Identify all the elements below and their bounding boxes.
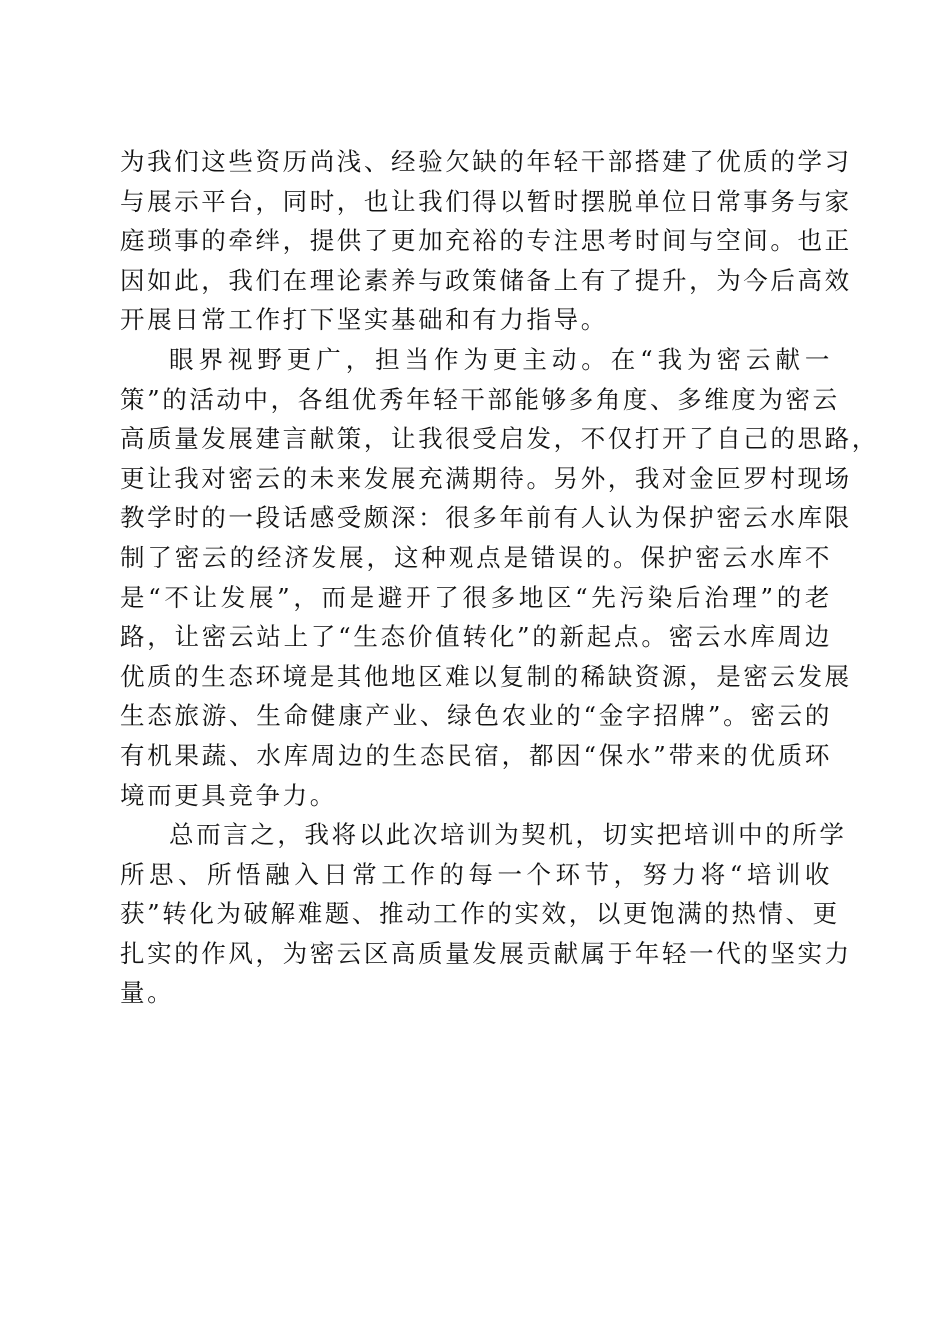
paragraph-line: 高质量发展建言献策，让我很受启发，不仅打开了自己的思路， (120, 424, 879, 454)
paragraph-line: 生态旅游、生命健康产业、绿色农业的“金字招牌”。密云的 (120, 701, 832, 731)
paragraph-line: 制了密云的经济发展，这种观点是错误的。保护密云水库不 (120, 542, 832, 572)
paragraph-line: 教学时的一段话感受颇深：很多年前有人认为保护密云水库限 (120, 503, 852, 533)
paragraph-line: 有机果蔬、水库周边的生态民宿，都因“保水”带来的优质环 (120, 740, 832, 770)
paragraph-line: 所思、所悟融入日常工作的每一个环节，努力将“培训收 (120, 859, 832, 889)
paragraph-line: 扎实的作风，为密云区高质量发展贡献属于年轻一代的坚实力 (120, 938, 852, 968)
paragraph-line: 因如此，我们在理论素养与政策储备上有了提升，为今后高效 (120, 265, 852, 295)
paragraph-line: 总而言之，我将以此次培训为契机，切实把培训中的所学 (169, 820, 847, 850)
paragraph-line: 眼界视野更广，担当作为更主动。在“我为密云献一 (169, 344, 832, 374)
paragraph-line: 获”转化为破解难题、推动工作的实效，以更饱满的热情、更 (120, 899, 840, 929)
paragraph-line: 优质的生态环境是其他地区难以复制的稀缺资源，是密云发展 (120, 661, 852, 691)
paragraph-line: 更让我对密云的未来发展充满期待。另外，我对金叵罗村现场 (120, 463, 852, 493)
paragraph-3 (120, 815, 852, 1013)
paragraph-line: 开展日常工作打下坚实基础和有力指导。 (120, 305, 608, 335)
paragraph-line: 量。 (120, 978, 175, 1008)
document-body (120, 142, 879, 1013)
paragraph-line: 策”的活动中，各组优秀年轻干部能够多角度、多维度为密云 (120, 384, 840, 414)
paragraph-line: 为我们这些资历尚浅、经验欠缺的年轻干部搭建了优质的学习 (120, 147, 852, 176)
paragraph-line: 是“不让发展”，而是避开了很多地区“先污染后治理”的老 (120, 582, 832, 612)
paragraph-2 (120, 340, 879, 815)
paragraph-line: 与展示平台，同时，也让我们得以暂时摆脱单位日常事务与家 (120, 186, 852, 216)
paragraph-line: 庭琐事的牵绊，提供了更加充裕的专注思考时间与空间。也正 (120, 226, 852, 256)
paragraph-line: 路，让密云站上了“生态价值转化”的新起点。密云水库周边 (120, 622, 832, 652)
paragraph-line: 境而更具竞争力。 (120, 780, 337, 810)
paragraph-1 (120, 142, 852, 340)
